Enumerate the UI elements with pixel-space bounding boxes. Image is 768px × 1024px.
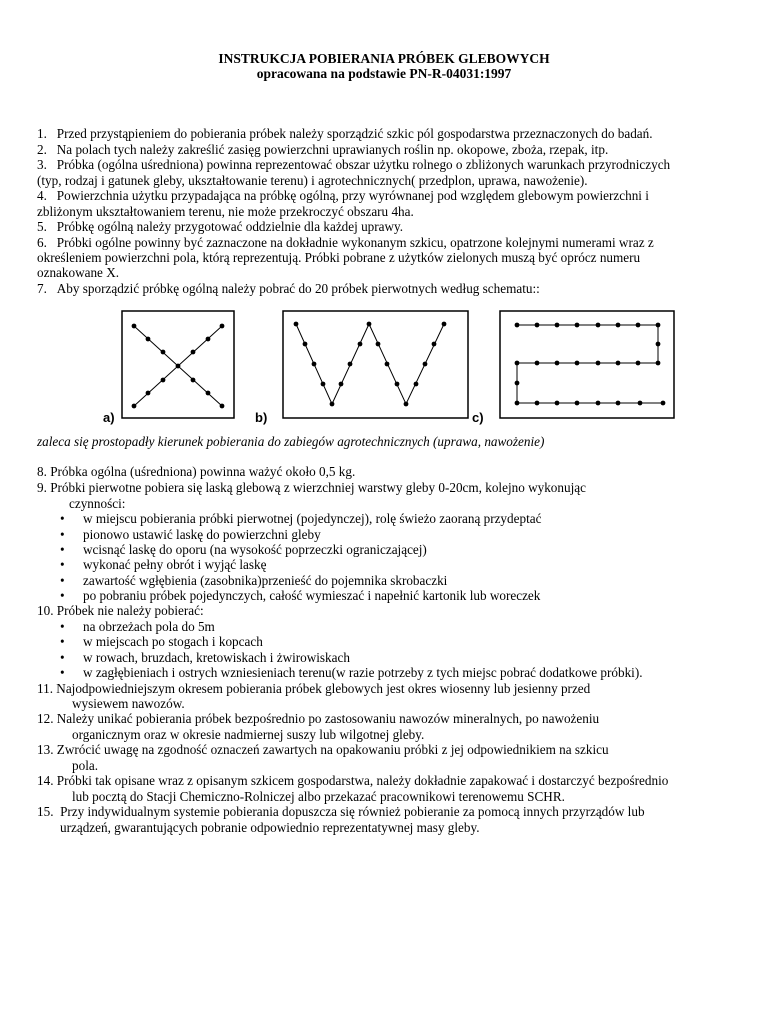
diagram-b-w-pattern bbox=[255, 311, 468, 425]
bullet-glyph: • bbox=[60, 619, 65, 634]
item-9-bullet-1: w miejscu pobierania próbki pierwotnej (pojedynczej), rolę świeżo zaoraną przydeptać bbox=[83, 511, 542, 526]
bullet-glyph: • bbox=[60, 527, 65, 542]
bullet-glyph: • bbox=[60, 665, 65, 680]
item-15: 15. Przy indywidualnym systemie pobierania dopuszcza się również pobieranie za pomocą innych przyrządów lub bbox=[37, 804, 645, 819]
item-8: 8. Próbka ogólna (uśredniona) powinna ważyć około 0,5 kg. bbox=[37, 464, 356, 479]
item-12: 12. Należy unikać pobierania próbek bezpośrednio po zastosowaniu nawozów mineralnych, po nawożeniu bbox=[37, 711, 600, 726]
item-3-cont: (typ, rodzaj i gatunek gleby, ukształtowanie terenu) i agrotechnicznych( przedplon, uprawa, nawożenie). bbox=[37, 173, 588, 188]
item-9-bullet-5: zawartość wgłębienia (zasobnika)przenieść do pojemnika skrobaczki bbox=[83, 573, 448, 588]
item-13: 13. Zwrócić uwagę na zgodność oznaczeń zawartych na opakowaniu próbki z jej odpowiednikiem na szkicu bbox=[37, 742, 609, 757]
item-4: 4. Powierzchnia użytku przypadająca na próbkę ogólną, przy wyrównanej pod względem glebowym powierzchni i bbox=[37, 188, 649, 203]
diagram-label-a: a) bbox=[103, 410, 115, 425]
diagram-label-b: b) bbox=[255, 410, 268, 425]
bullet-glyph: • bbox=[60, 573, 65, 588]
item-7: 7. Aby sporządzić próbkę ogólną należy pobrać do 20 próbek pierwotnych według schematu:: bbox=[37, 281, 540, 296]
item-6-cont2: oznakowane X. bbox=[37, 265, 120, 280]
item-14: 14. Próbki tak opisane wraz z opisanym szkicem gospodarstwa, należy dokładnie zapakować i dostarczyć bezpośrednio bbox=[37, 773, 669, 788]
item-13-cont: pola. bbox=[72, 758, 99, 773]
item-10-bullet-4: w zagłębieniach i ostrych wzniesieniach terenu(w razie potrzeby z tych miejsc pobrać dodatkowe próbki). bbox=[83, 665, 643, 680]
item-4-cont: zbliżonym ukształtowaniem terenu, nie może przekroczyć obszaru 4ha. bbox=[37, 204, 414, 219]
item-9-bullet-2: pionowo ustawić laskę do powierzchni gleby bbox=[83, 527, 321, 542]
bullet-glyph: • bbox=[60, 557, 65, 572]
document-title: INSTRUKCJA POBIERANIA PRÓBEK GLEBOWYCH bbox=[218, 51, 550, 66]
bullet-glyph: • bbox=[60, 634, 65, 649]
item-9-bullet-3: wcisnąć laskę do oporu (na wysokość poprzeczki ograniczającej) bbox=[83, 542, 427, 557]
diagram-a-x-pattern bbox=[103, 311, 234, 425]
item-11-cont: wysiewem nawozów. bbox=[72, 696, 185, 711]
item-6-cont: określeniem powierzchni pola, którą reprezentują. Próbki pobrane z użytków zielonych muszą być oprócz numeru bbox=[37, 250, 641, 265]
item-2: 2. Na polach tych należy zakreślić zasięg powierzchni uprawianych roślin np. okopowe, zboża, rzepak, itp. bbox=[37, 142, 609, 157]
diagram-label-c: c) bbox=[472, 410, 484, 425]
item-5: 5. Próbkę ogólną należy przygotować oddzielnie dla każdej uprawy. bbox=[37, 219, 404, 234]
sampling-scheme-diagrams bbox=[0, 300, 768, 430]
item-9-cont: czynności: bbox=[69, 496, 126, 511]
item-6: 6. Próbki ogólne powinny być zaznaczone na dokładnie wykonanym szkicu, opatrzone kolejnymi numerami wraz z bbox=[37, 235, 654, 250]
item-9-bullet-4: wykonać pełny obrót i wyjąć laskę bbox=[83, 557, 267, 572]
bullet-glyph: • bbox=[60, 511, 65, 526]
item-10-bullet-3: w rowach, bruzdach, kretowiskach i żwirowiskach bbox=[83, 650, 350, 665]
item-12-cont: organicznym oraz w okresie nadmiernej suszy lub wilgotnej gleby. bbox=[72, 727, 425, 742]
item-10-bullet-1: na obrzeżach pola do 5m bbox=[83, 619, 215, 634]
item-3: 3. Próbka (ogólna uśredniona) powinna reprezentować obszar użytku rolnego o zbliżonych warunkach przyrodniczych bbox=[37, 157, 671, 172]
item-1: 1. Przed przystąpieniem do pobierania próbek należy sporządzić szkic pól gospodarstwa przeznaczonych do badań. bbox=[37, 126, 653, 141]
item-9: 9. Próbki pierwotne pobiera się laską glebową z wierzchniej warstwy gleby 0-20cm, kolejno wykonując bbox=[37, 480, 586, 495]
item-11: 11. Najodpowiedniejszym okresem pobierania próbek glebowych jest okres wiosenny lub jesienny przed bbox=[37, 681, 591, 696]
item-10: 10. Próbek nie należy pobierać: bbox=[37, 603, 204, 618]
diagram-c-serpentine-pattern bbox=[472, 311, 674, 425]
item-14-cont: lub pocztą do Stacji Chemiczno-Rolniczej albo przekazać pracownikowi terenowemu SCHR. bbox=[72, 789, 565, 804]
document-subtitle: opracowana na podstawie PN-R-04031:1997 bbox=[256, 66, 512, 81]
item-10-bullet-2: w miejscach po stogach i kopcach bbox=[83, 634, 263, 649]
bullet-glyph: • bbox=[60, 650, 65, 665]
bullet-glyph: • bbox=[60, 542, 65, 557]
item-15-cont: urządzeń, gwarantujących pobranie odpowiednio reprezentatywnej masy gleby. bbox=[60, 820, 480, 835]
diagram-note: zaleca się prostopadły kierunek pobierania do zabiegów agrotechnicznych (uprawa, nawożenie) bbox=[37, 434, 545, 449]
item-9-bullet-6: po pobraniu próbek pojedynczych, całość wymieszać i napełnić kartonik lub woreczek bbox=[83, 588, 541, 603]
bullet-glyph: • bbox=[60, 588, 65, 603]
